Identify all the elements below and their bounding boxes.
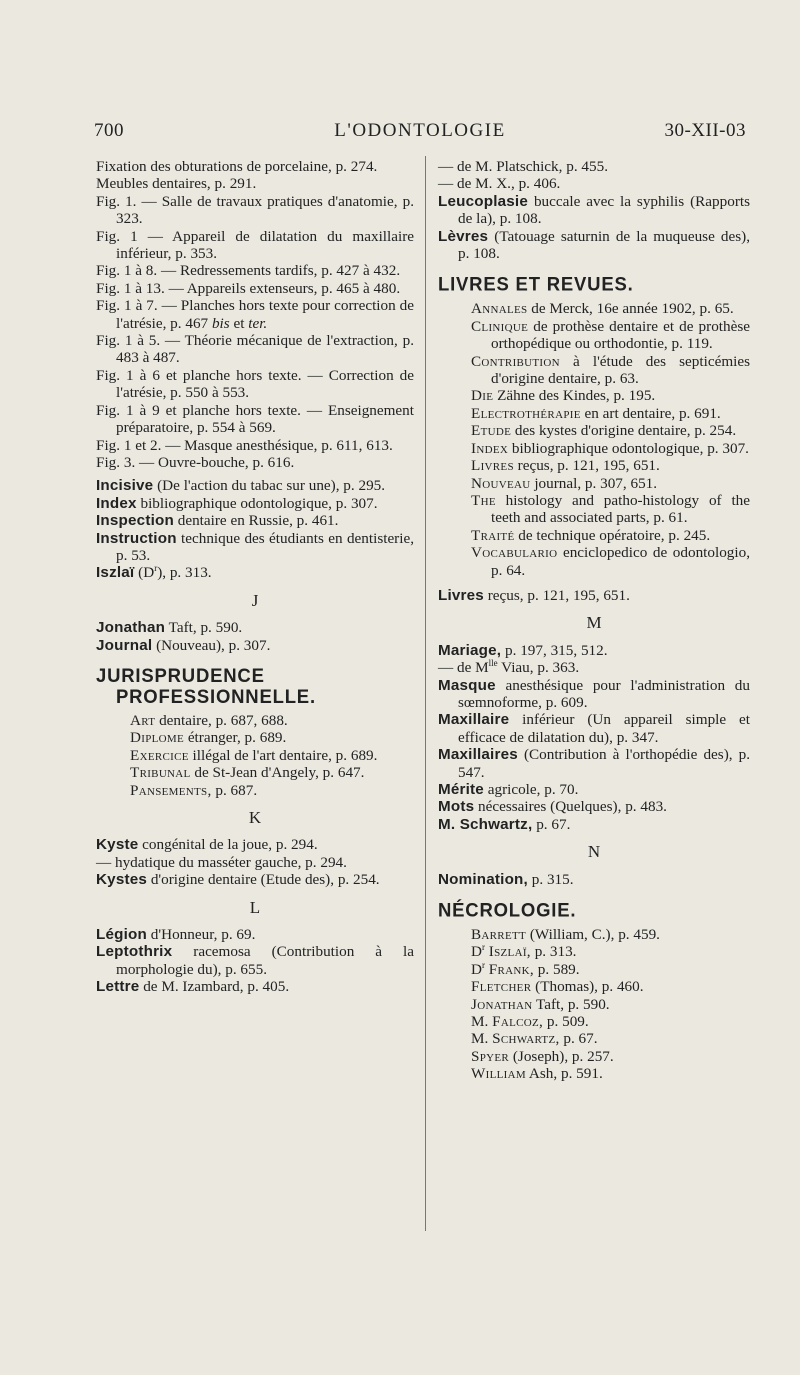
index-entry: M. Schwartz, p. 67. [438, 815, 571, 833]
section-heading-livres: LIVRES ET REVUES. [438, 272, 634, 295]
index-entry: Index bibliographique odontologique, p. 307. [96, 494, 378, 512]
index-entry: Maxillaires (Contribution à l'orthopédie des), p. 547. [438, 746, 750, 781]
index-entry: Jonathan Taft, p. 590. [471, 995, 610, 1013]
index-entry: William Ash, p. 591. [471, 1065, 603, 1083]
index-entry: Clinique de prothèse dentaire et de prothèse orthopédique ou orthodontie, p. 119. [471, 317, 750, 353]
index-entry: Meubles dentaires, p. 291. [96, 175, 257, 193]
index-entry: Fig. 1 et 2. — Masque anesthésique, p. 611, 613. [96, 436, 393, 454]
index-entry: — de $M^{lle}$ Viau, p. 363. [438, 658, 580, 677]
index-entry: The histology and patho-histology of the teeth and associated parts, p. 61. [471, 491, 750, 527]
section-heading-necrologie: NÉCROLOGIE. [438, 898, 577, 921]
index-entry: Fig. 1 à 5. — Théorie mécanique de l'extraction, p. 483 à 487. [96, 332, 414, 367]
index-entry: Leptothrix racemosa (Contribution à la morphologie du), p. 655. [96, 943, 415, 978]
index-entry: Lettre de M. Izambard, p. 405. [96, 978, 290, 996]
index-entry: Légion d'Honneur, p. 69. [96, 926, 256, 944]
index-entry: Spyer (Joseph), p. 257. [471, 1047, 614, 1065]
page-number: 700 [94, 120, 124, 141]
index-entry: Fig. 1 — Appareil de dilatation du maxillaire inférieur, p. 353. [96, 227, 414, 263]
index-entry: Etude des kystes d'origine dentaire, p. 254. [471, 422, 737, 440]
index-entry: $D^r$ Frank, p. 589. [471, 959, 580, 978]
index-entry: — de M. X., p. 406. [438, 175, 561, 193]
index-entry: Instruction technique des étudiants en dentisterie, p. 53. [96, 529, 414, 564]
index-entry: Fig. 1 à 7. — Planches hors texte pour correction de l'atrésie, p. 467 bis et ter. [96, 297, 414, 332]
index-entry: Incisive (De l'action du tabac sur une), p. 295. [96, 477, 386, 495]
index-entry: Kystes d'origine dentaire (Etude des), p. 254. [96, 871, 380, 889]
index-entry: Fig. 1 à 9 et planche hors texte. — Enseignement préparatoire, p. 554 à 569. [96, 401, 414, 437]
index-entry: Leucoplasie buccale avec la syphilis (Rapports de la), p. 108. [438, 192, 751, 228]
letter-heading-m: M [586, 613, 602, 633]
index-entry: Fig. 1 à 6 et planche hors texte. — Correction de l'atrésie, p. 550 à 553. [96, 366, 414, 402]
index-entry: Fig. 3. — Ouvre-bouche, p. 616. [96, 453, 295, 471]
index-entry: Contribution à l'étude des septicémies d'origine dentaire, p. 63. [471, 352, 750, 388]
section-heading-jurisprudence: JURISPRUDENCE PROFESSIONNELLE. [96, 663, 316, 707]
index-entry: M. Falcoz, p. 509. [471, 1013, 589, 1031]
index-entry: Fletcher (Thomas), p. 460. [471, 978, 644, 996]
index-entry: Fig. 1. — Salle de travaux pratiques d'anatomie, p. 323. [96, 192, 414, 228]
index-entry: Mots nécessaires (Quelques), p. 483. [438, 798, 667, 816]
index-entry: Journal (Nouveau), p. 307. [96, 636, 271, 654]
index-entry: Fixation des obturations de porcelaine, p. 274. [96, 158, 378, 175]
letter-heading-n: N [587, 842, 601, 862]
index-entry: Livres reçus, p. 121, 195, 651. [438, 586, 630, 604]
index-entry: Electrothérapie en art dentaire, p. 691. [471, 404, 721, 422]
index-entry: Kyste congénital de la joue, p. 294. [96, 836, 318, 854]
index-entry: Art dentaire, p. 687, 688. [130, 711, 288, 729]
index-entry: Tribunal de St-Jean d'Angely, p. 647. [130, 764, 365, 782]
index-entry: Iszlaï $(D^r)$, p. 313. [96, 563, 212, 582]
letter-heading-l: L [249, 897, 261, 917]
index-entry: Masque anesthésique pour l'administration du sœmnoforme, p. 609. [438, 676, 750, 711]
index-entry: Index bibliographique odontologique, p. 307. [471, 439, 749, 457]
index-entry: Diplome étranger, p. 689. [130, 729, 287, 747]
index-entry: Nouveau journal, p. 307, 651. [471, 474, 658, 492]
letter-heading-j: J [251, 590, 259, 610]
index-entry: Fig. 1 à 8. — Redressements tardifs, p. 427 à 432. [96, 262, 401, 280]
index-entry: Fig. 1 à 13. — Appareils extenseurs, p. 465 à 480. [96, 279, 401, 297]
index-entry: Jonathan Taft, p. 590. [96, 619, 243, 637]
index-entry: Livres reçus, p. 121, 195, 651. [471, 457, 660, 475]
column-divider [425, 156, 426, 1231]
index-entry: Maxillaire inférieur (Un appareil simple et efficace de dilatation du), p. 347. [438, 711, 751, 746]
running-title: L'ODONTOLOGIE [334, 120, 506, 141]
index-entry: — de M. Platschick, p. 455. [438, 158, 608, 175]
index-entry: Die Zähne des Kindes, p. 195. [471, 387, 656, 405]
index-entry: Barrett (William, C.), p. 459. [471, 926, 660, 944]
index-entry: — hydatique du masséter gauche, p. 294. [96, 853, 347, 871]
letter-heading-k: K [248, 808, 262, 827]
index-entry: Mariage, p. 197, 315, 512. [438, 641, 608, 659]
index-entry: Exercice illégal de l'art dentaire, p. 689. [130, 746, 378, 764]
index-entry: Annales de Merck, 16e année 1902, p. 65. [471, 300, 734, 318]
page-header [94, 120, 746, 150]
index-entry: Mérite agricole, p. 70. [438, 781, 579, 798]
left-column [96, 158, 414, 996]
index-entry: Vocabulario enciclopedico de odontologio, p. 64. [471, 544, 750, 579]
index-entry: Pansements, p. 687. [130, 781, 258, 799]
index-entry: M. Schwartz, p. 67. [471, 1030, 598, 1048]
index-entry: Lèvres (Tatouage saturnin de la muqueuse des), p. 108. [438, 227, 751, 263]
index-entry: Nomination, p. 315. [438, 870, 574, 888]
index-entry: Traité de technique opératoire, p. 245. [471, 526, 711, 544]
right-column [438, 158, 750, 1083]
index-entry: $D^r$ Iszlaï, p. 313. [471, 942, 577, 961]
index-entry: Inspection dentaire en Russie, p. 461. [96, 512, 339, 530]
issue-date: 30-XII-03 [664, 120, 746, 141]
